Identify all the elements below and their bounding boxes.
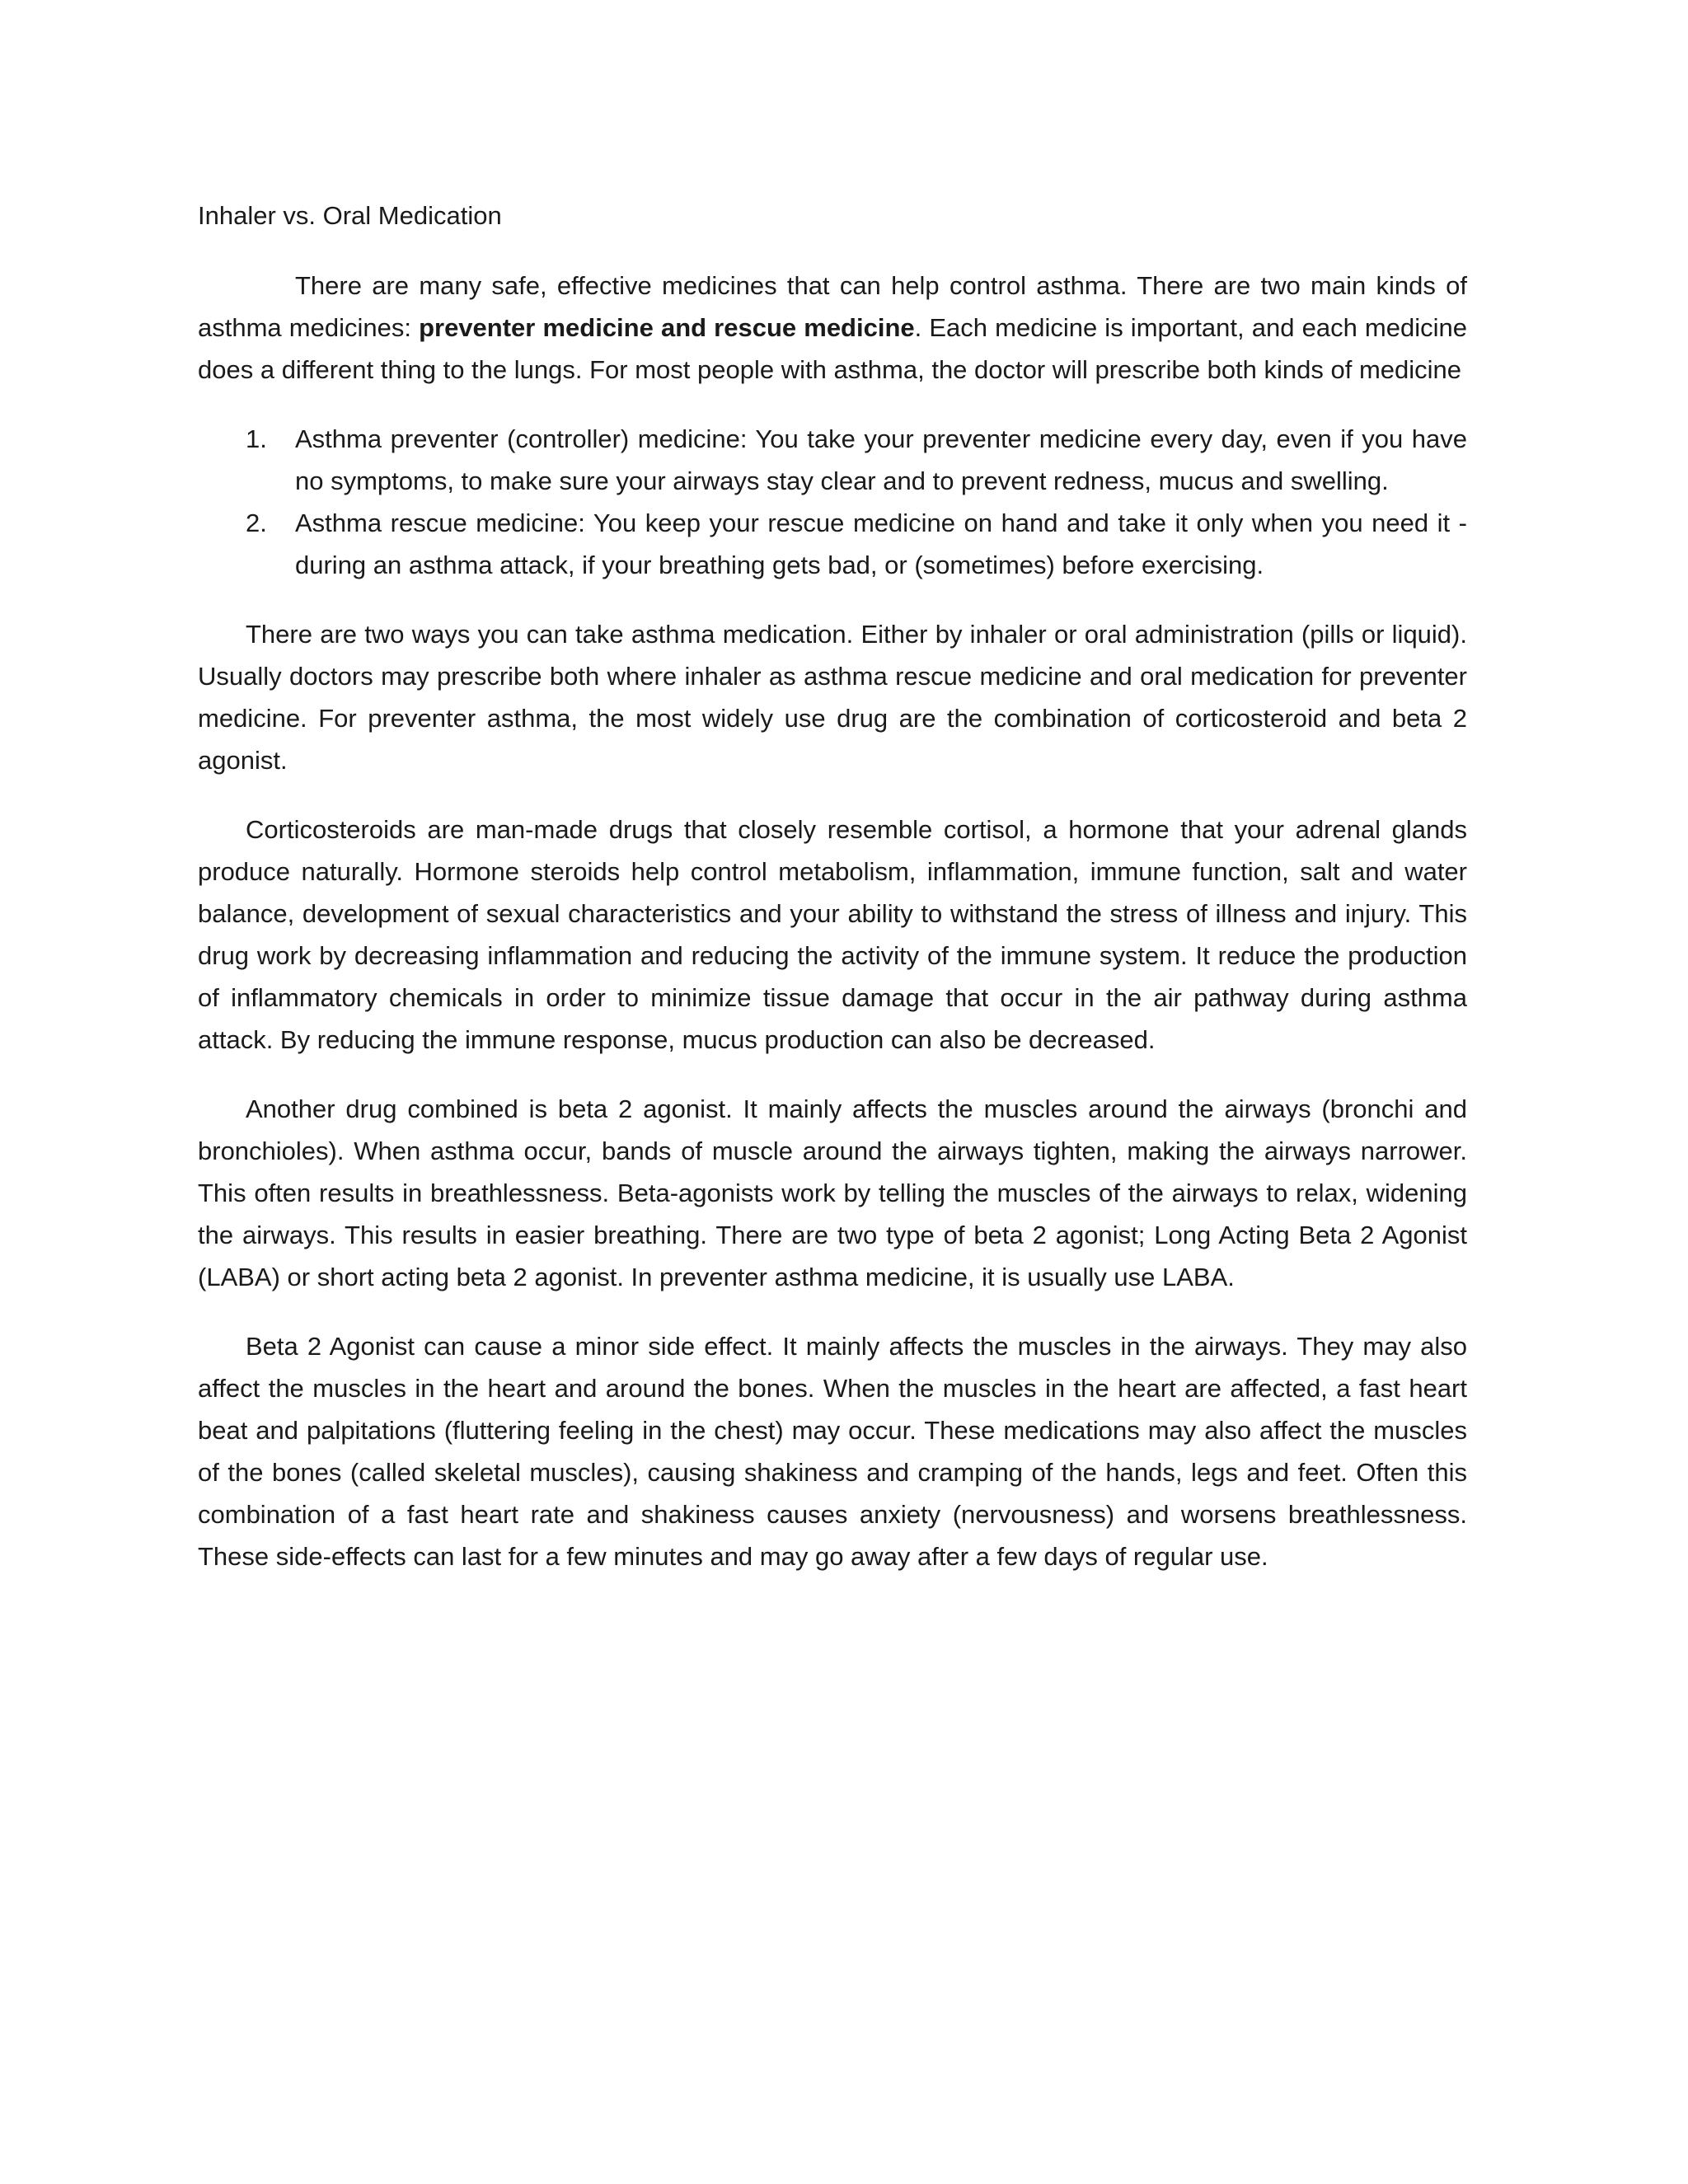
document-page: [198, 0, 1467, 2184]
intro-text-start: There are many safe, effective medicines that can help control asthma. There are two main kinds of asthma medicines:: [198, 271, 1467, 342]
intro-paragraph: [198, 265, 1467, 391]
paragraph-corticosteroids: Corticosteroids are man-made drugs that closely resemble cortisol, a hormone that your adrenal glands produce naturally. Hormone steroids help control metabolism, inflammation, immune function, salt and water balance, development of sexual characteristics and your ability to withstand the stress of illness and injury. This drug work by decreasing inflammation and reducing the activity of the immune system. It reduce the production of inflammatory chemicals in order to minimize tissue damage that occur in the air pathway during asthma attack. By reducing the immune response, mucus production can also be decreased.: [198, 815, 1467, 1054]
document-title: Inhaler vs. Oral Medication: [198, 201, 502, 230]
list-item-text: Asthma rescue medicine: You keep your rescue medicine on hand and take it only when you need it - during an asthma attack, if your breathing gets bad, or (sometimes) before exercising.: [295, 509, 1467, 579]
list-item-text: Asthma preventer (controller) medicine: You take your preventer medicine every day, even if you have no symptoms, to make sure your airways stay clear and to prevent redness, mucus and swelling.: [295, 424, 1467, 495]
list-item: [198, 502, 1467, 586]
list-item-number: 2.: [246, 509, 267, 537]
intro-text-end: . Each medicine is important, and each medicine does a different thing to the lungs. For most people with asthma, the doctor will prescribe both kinds of medicine: [198, 313, 1467, 384]
intro-bold-phrase: preventer medicine and rescue medicine: [419, 313, 915, 342]
paragraph-side-effects: Beta 2 Agonist can cause a minor side effect. It mainly affects the muscles in the airways. They may also affect the muscles in the heart and around the bones. When the muscles in the heart are affected, a fast heart beat and palpitations (fluttering feeling in the chest) may occur. These medications may also affect the muscles of the bones (called skeletal muscles), causing shakiness and cramping of the hands, legs and feet. Often this combination of a fast heart rate and shakiness causes anxiety (nervousness) and worsens breathlessness. These side-effects can last for a few minutes and may go away after a few days of regular use.: [198, 1332, 1467, 1571]
list-item-number: 1.: [246, 424, 267, 453]
paragraph-administration: There are two ways you can take asthma medication. Either by inhaler or oral administration (pills or liquid). Usually doctors may prescribe both where inhaler as asthma rescue medicine and oral medication for preventer medicine. For preventer asthma, the most widely use drug are the combination of corticosteroid and beta 2 agonist.: [198, 620, 1467, 775]
list-item: [198, 418, 1467, 502]
paragraph-beta2-agonist: Another drug combined is beta 2 agonist. It mainly affects the muscles around the airways (bronchi and bronchioles). When asthma occur, bands of muscle around the airways tighten, making the airways narrower. This often results in breathlessness. Beta-agonists work by telling the muscles of the airways to relax, widening the airways. This results in easier breathing. There are two type of beta 2 agonist; Long Acting Beta 2 Agonist (LABA) or short acting beta 2 agonist. In preventer asthma medicine, it is usually use LABA.: [198, 1094, 1467, 1291]
medicine-types-list: [198, 418, 1467, 586]
document-body: [198, 265, 1467, 1605]
